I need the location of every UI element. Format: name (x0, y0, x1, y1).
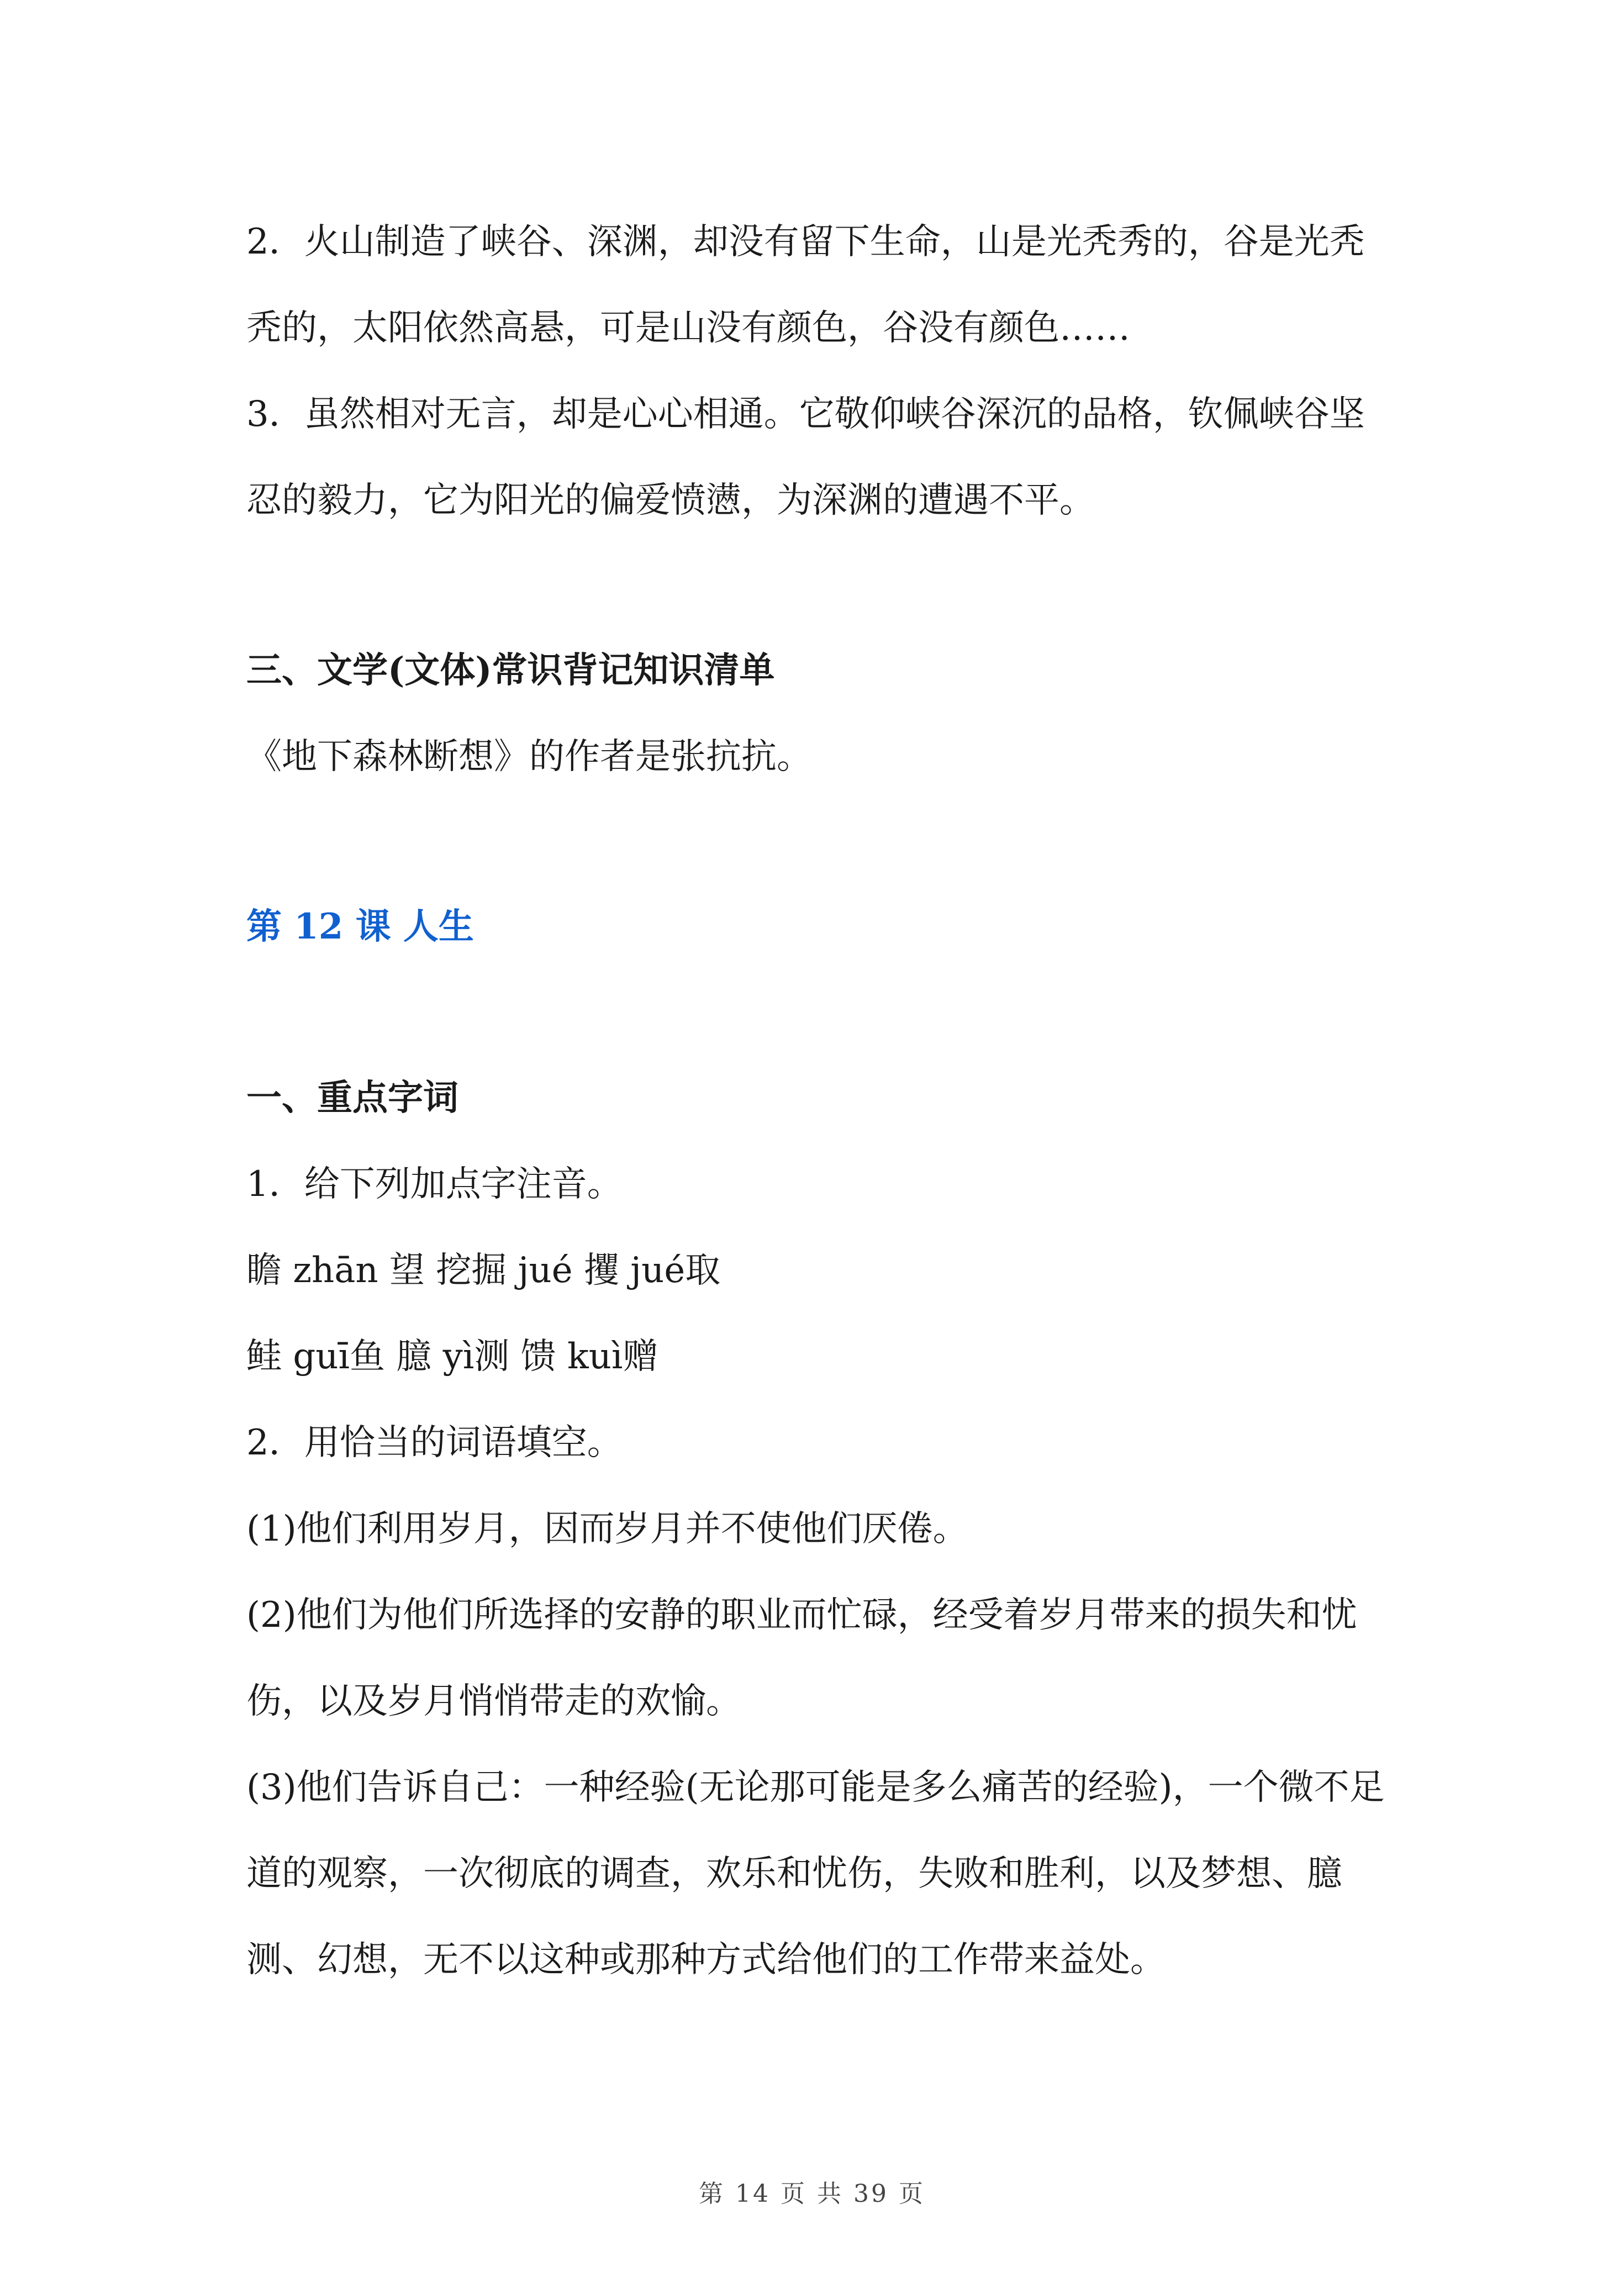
paragraph-line: 2．火山制造了峡谷、深渊，却没有留下生命，山是光秃秀的，谷是光秃 (246, 222, 1365, 262)
literature-author-line: 《地下森林断想》的作者是张抗抗。 (246, 736, 812, 777)
paragraph-line: (2)他们为他们所选择的安静的职业而忙碌，经受着岁月带来的损失和忧 (246, 1595, 1357, 1636)
paragraph-line: (1)他们利用岁月，因而岁月并不使他们厌倦。 (246, 1509, 968, 1549)
spacer (246, 970, 1390, 1055)
section-heading-key-words: 一、重点字词 (246, 1077, 458, 1119)
paragraph-line: (3)他们告诉自己：一种经验(无论那可能是多么痛苦的经验)，一个微不足 (246, 1767, 1385, 1808)
pinyin-line: 鲑 guī鱼 臆 yì测 馈 kuì赠 (246, 1336, 658, 1377)
pinyin-line: 瞻 zhān 望 挖掘 jué 攫 jué取 (246, 1250, 721, 1291)
page-content (246, 199, 1390, 2003)
spacer (246, 800, 1390, 884)
page-number-footer: 第 14 页 共 39 页 (699, 2180, 925, 2208)
paragraph-line: 1．给下列加点字注音。 (246, 1164, 623, 1205)
paragraph-line: 道的观察，一次彻底的调查，欢乐和忧伤，失败和胜利，以及梦想、臆 (246, 1853, 1342, 1894)
section-heading-literature: 三、文学(文体)常识背记知识清单 (246, 650, 775, 691)
paragraph-line: 2．用恰当的词语填空。 (246, 1422, 623, 1463)
paragraph-line: 秃的，太阳依然高悬，可是山没有颜色，谷没有颜色…… (246, 308, 1130, 349)
lesson-title: 第 12 课 人生 (246, 906, 474, 947)
paragraph-line: 测、幻想，无不以这种或那种方式给他们的工作带来益处。 (246, 1939, 1166, 1980)
spacer (246, 544, 1390, 628)
paragraph-line: 3．虽然相对无言，却是心心相通。它敬仰峡谷深沉的品格，钦佩峡谷坚 (246, 394, 1365, 435)
paragraph-line: 伤，以及岁月悄悄带走的欢愉。 (246, 1681, 741, 1722)
paragraph-line: 忍的毅力，它为阳光的偏爱愤懑，为深渊的遭遇不平。 (246, 480, 1095, 521)
